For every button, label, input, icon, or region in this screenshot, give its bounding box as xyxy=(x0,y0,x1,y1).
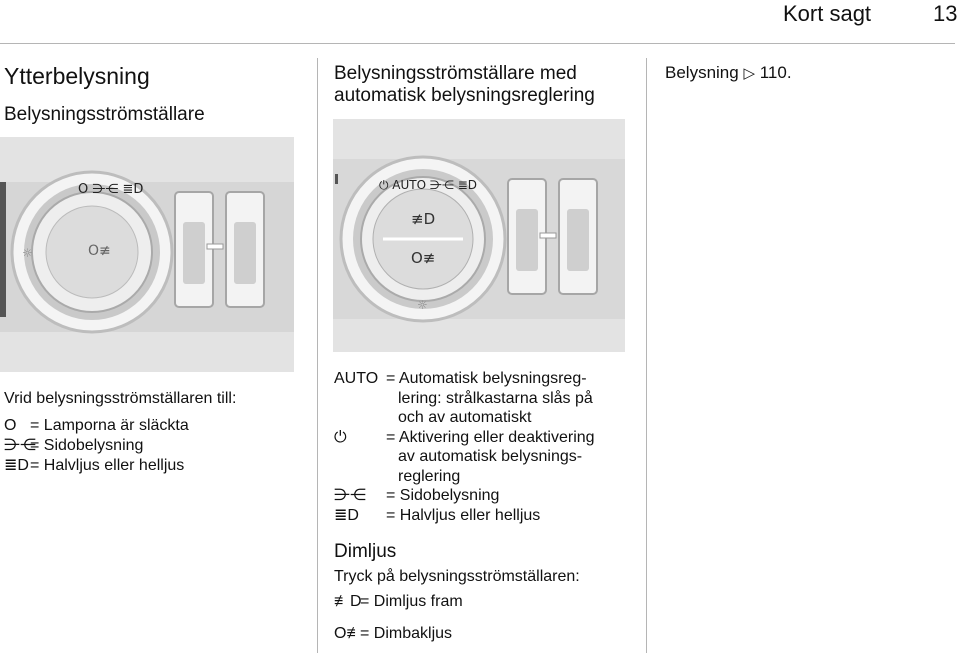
svg-text:O≢: O≢ xyxy=(411,249,436,267)
subsection-heading: Belysningsströmställare xyxy=(4,104,205,125)
front-fog-icon: ≢D xyxy=(334,593,362,610)
auto-light-switch-photo xyxy=(333,119,625,352)
page-number: 13 xyxy=(933,1,958,26)
off-symbol: O xyxy=(4,417,17,434)
fog-light-heading: Dimljus xyxy=(334,541,397,562)
cross-reference: Belysning ▷ 110. xyxy=(665,63,792,82)
fog-light-intro: Tryck på belysningsströmställaren: xyxy=(334,568,580,585)
table-row: ≣D = Halvljus eller helljus xyxy=(334,506,541,524)
running-header-title: Kort sagt xyxy=(783,1,872,26)
headlight-icon: ≣D xyxy=(4,457,29,474)
svg-text:≢D: ≢D xyxy=(411,210,436,228)
svg-text:O ⋺⋲ ≣D: O ⋺⋲ ≣D xyxy=(78,182,144,197)
section-heading: Ytterbelysning xyxy=(4,63,150,89)
list-item: ≢D= Dimljus fram xyxy=(334,593,463,610)
intro-text: Vrid belysningsströmställaren till: xyxy=(4,390,237,407)
headlight-icon: ≣D xyxy=(334,506,359,524)
side-light-icon: ⋺⋲ xyxy=(4,437,36,454)
list-item: ⋺⋲= Sidobelysning xyxy=(4,437,144,454)
side-light-icon: ⋺⋲ xyxy=(334,487,366,504)
rear-fog-icon: O≢ xyxy=(334,625,363,642)
header-rule xyxy=(0,43,955,44)
list-item: O = Lamporna är släckta xyxy=(4,417,189,434)
page-ref-arrow-icon: ▷ xyxy=(743,65,755,82)
column-divider-left xyxy=(317,58,318,653)
light-switch-photo xyxy=(0,137,294,372)
reference-link[interactable]: 110. xyxy=(759,63,792,82)
table-row: AUTO = Automatisk belysningsreg- lering: strålkastarna slås på och av automatiskt xyxy=(334,370,593,426)
column-divider-right xyxy=(646,58,647,653)
power-icon: ⏻ xyxy=(334,428,347,446)
subsection-heading-auto: Belysningsströmställare med automatisk belysningsreglering xyxy=(334,63,595,106)
list-item: O≢= Dimbakljus xyxy=(334,625,453,642)
svg-text:☼: ☼ xyxy=(417,298,428,312)
auto-label: AUTO xyxy=(334,370,379,387)
list-item: ≣D= Halvljus eller helljus xyxy=(4,457,185,474)
svg-text:O≢: O≢ xyxy=(88,243,111,259)
svg-text:☼: ☼ xyxy=(22,246,33,260)
table-row: ⋺⋲ = Sidobelysning xyxy=(334,487,500,504)
svg-text:⏻ AUTO ⋺⋲ ≣D: ⏻ AUTO ⋺⋲ ≣D xyxy=(379,178,477,192)
auto-symbol-table xyxy=(334,369,634,525)
table-row: ⏻ = Aktivering eller deaktivering av automatisk belysnings- reglering xyxy=(334,428,595,485)
